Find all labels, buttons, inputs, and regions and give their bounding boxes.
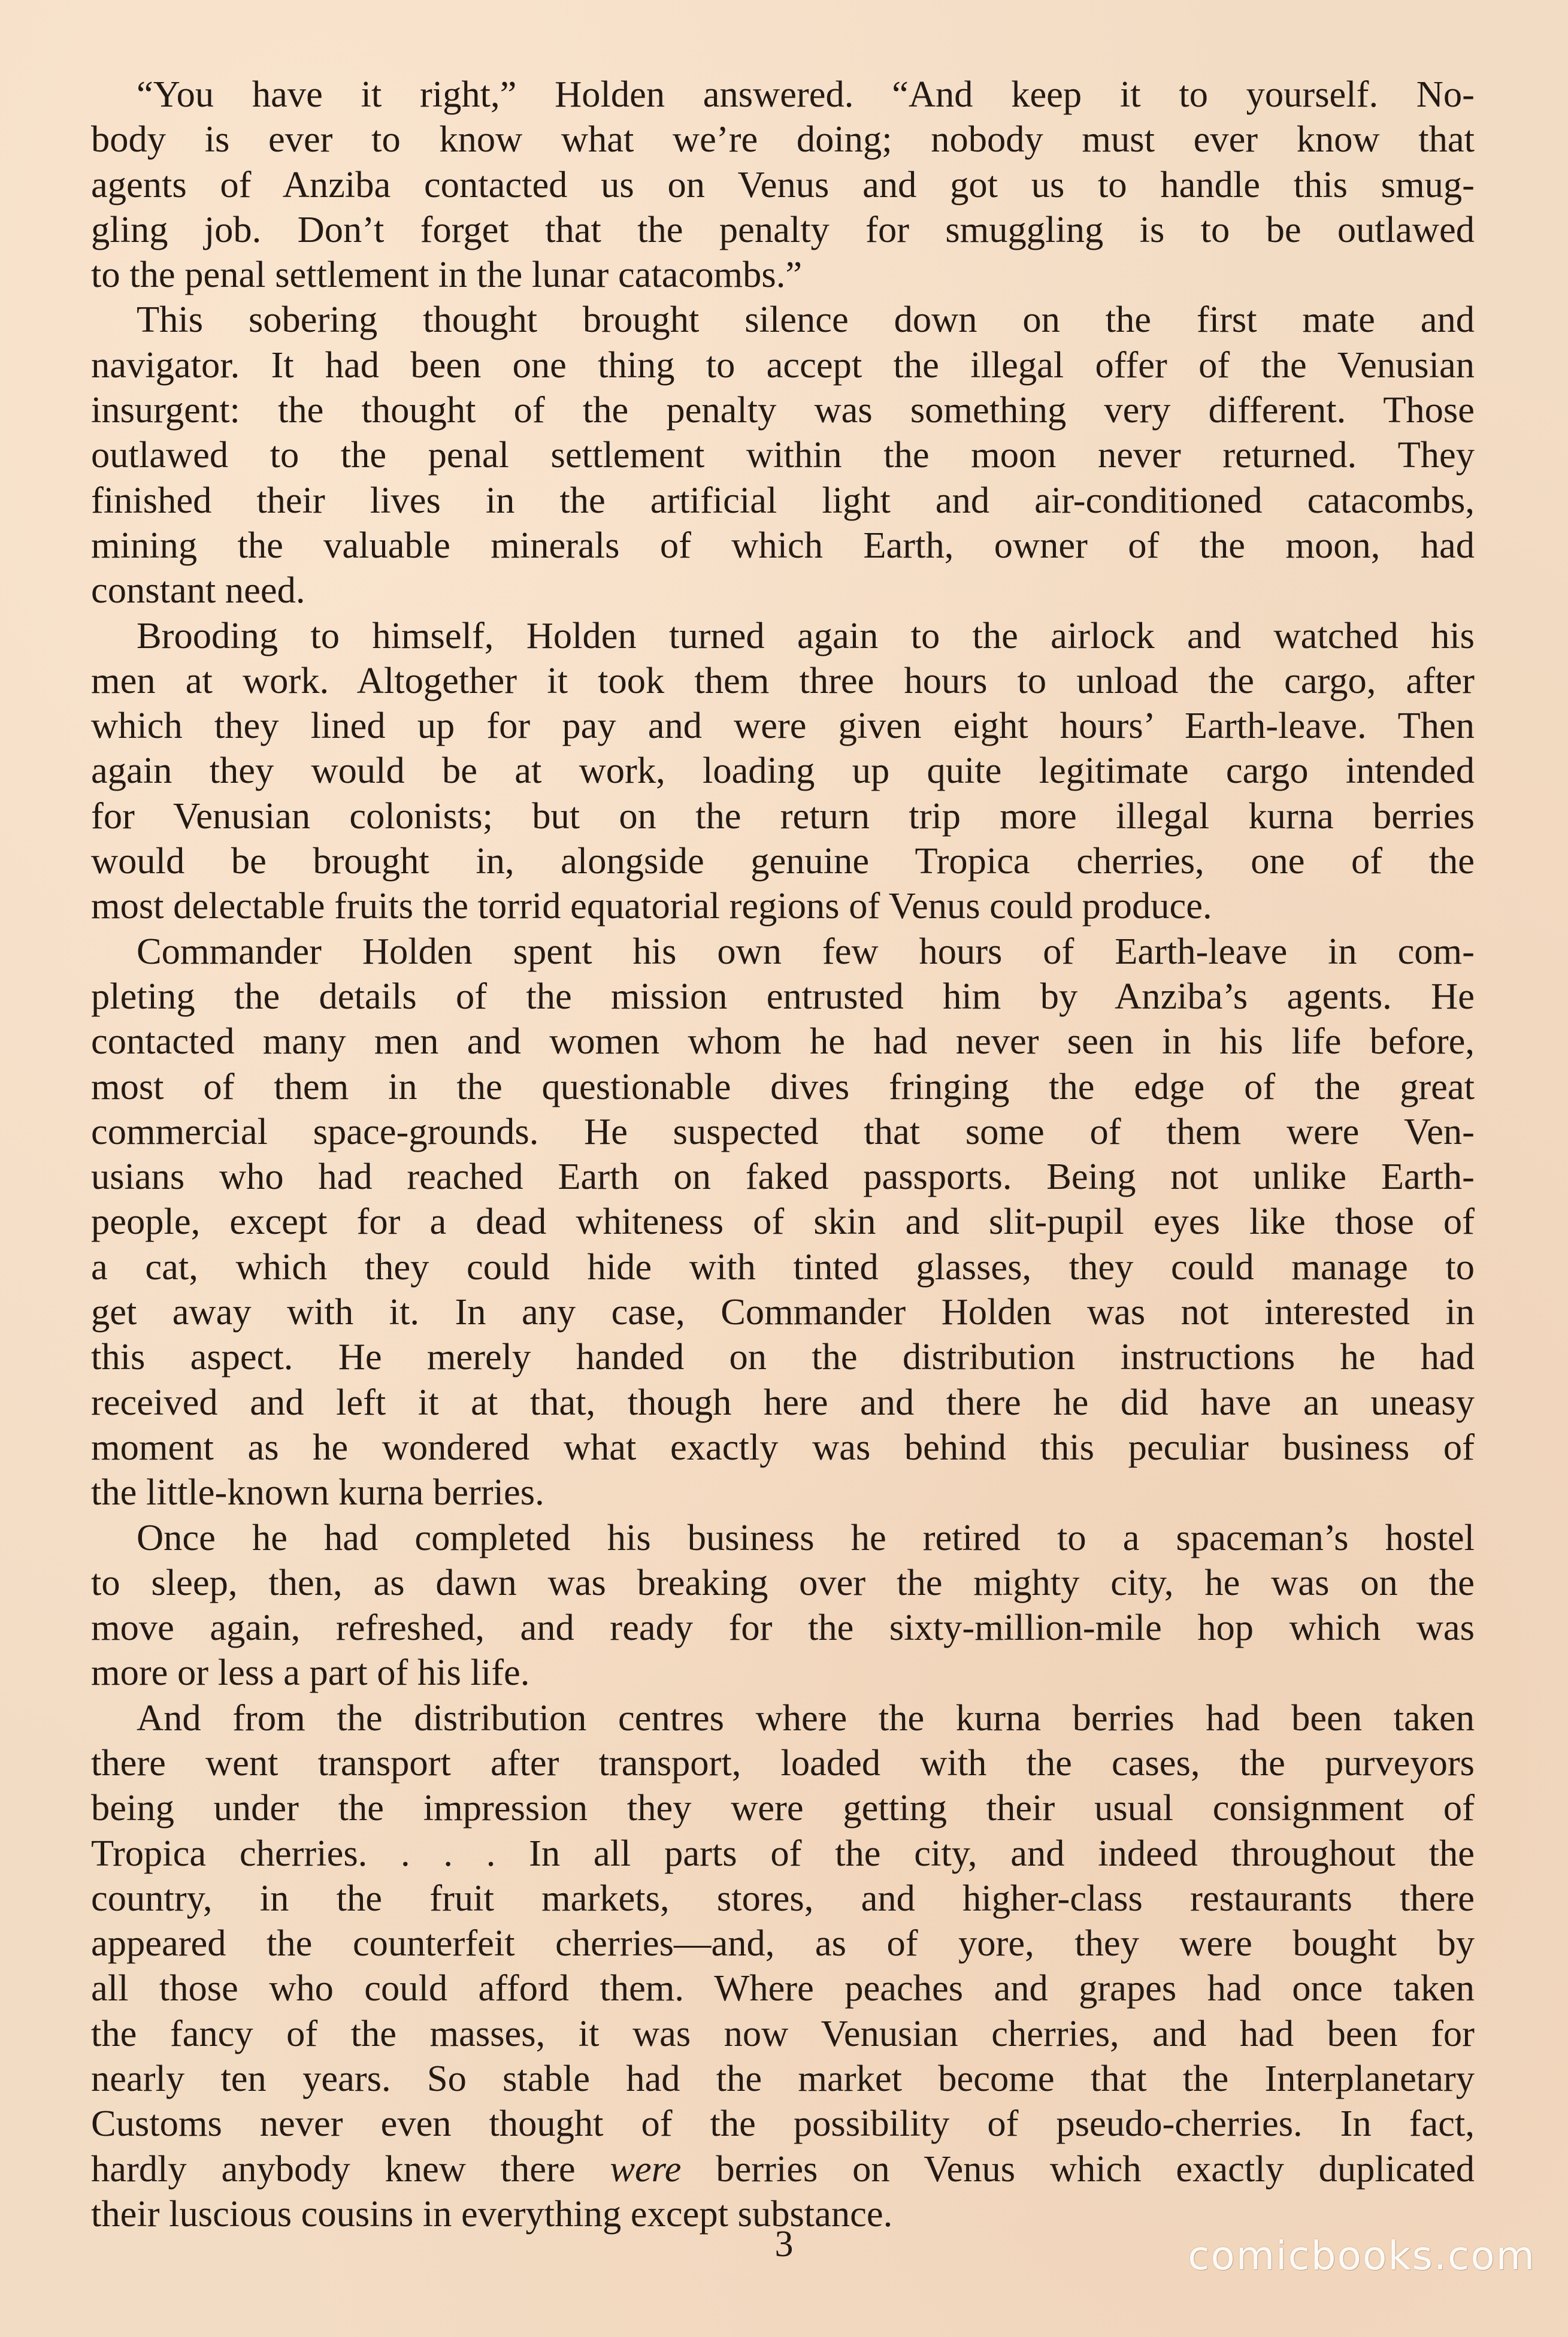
text-line: move again, refreshed, and ready for the sixty-million-mile hop which was <box>91 1606 1475 1649</box>
text-line: usians who had reached Earth on faked passports. Being not unlike Earth- <box>91 1155 1475 1198</box>
text-line: would be brought in, alongside genuine Tropica cherries, one of the <box>91 840 1475 882</box>
text-line: gling job. Don’t forget that the penalty for smuggling is to be outlawed <box>91 208 1475 250</box>
text-line: men at work. Altogether it took them three hours to unload the cargo, after <box>91 659 1475 701</box>
text-fragment: hardly anybody knew there <box>91 2147 610 2190</box>
text-line: the fancy of the masses, it was now Venusian cherries, and had been for <box>91 2012 1475 2054</box>
text-line: commercial space-grounds. He suspected that some of them were Ven- <box>91 1110 1475 1152</box>
text-line: pleting the details of the mission entrusted him by Anziba’s agents. He <box>91 974 1475 1017</box>
text-line: country, in the fruit markets, stores, and higher-class restaurants there <box>91 1876 1475 1919</box>
watermark-logo: comicbooks.com <box>1188 2233 1536 2279</box>
paragraph-4 <box>91 929 1475 1515</box>
text-line: Brooding to himself, Holden turned again to the airlock and watched his <box>137 614 1475 656</box>
paragraph-2 <box>91 297 1475 613</box>
text-line: Tropica cherries. . . . In all parts of the city, and indeed throughout the <box>91 1832 1475 1874</box>
text-line: people, except for a dead whiteness of skin and slit-pupil eyes like those of <box>91 1200 1475 1243</box>
text-line: constant need. <box>91 569 305 612</box>
text-line-with-italic <box>91 2147 1475 2191</box>
text-line: there went transport after transport, loaded with the cases, the purveyors <box>91 1741 1475 1784</box>
text-line: more or less a part of his life. <box>91 1651 530 1694</box>
text-line: body is ever to know what we’re doing; nobody must ever know that <box>91 118 1475 161</box>
text-line: most delectable fruits the torrid equatorial regions of Venus could produce. <box>91 885 1212 927</box>
text-line: Once he had completed his business he retired to a spaceman’s hostel <box>137 1516 1475 1558</box>
text-line: This sobering thought brought silence down on the first mate and <box>137 298 1475 341</box>
text-line: for Venusian colonists; but on the return trip more illegal kurna berries <box>91 794 1475 837</box>
text-line: contacted many men and women whom he had never seen in his life before, <box>91 1020 1475 1062</box>
text-line: And from the distribution centres where the kurna berries had been taken <box>137 1696 1475 1739</box>
text-fragment: berries on Venus which exactly duplicated <box>681 2147 1475 2190</box>
text-line: being under the impression they were getting their usual consignment of <box>91 1787 1475 1829</box>
text-line: “You have it right,” Holden answered. “And keep it to yourself. No- <box>137 73 1475 115</box>
text-line: their luscious cousins in everything except substance. <box>91 2192 893 2235</box>
text-line: this aspect. He merely handed on the distribution instructions he had <box>91 1336 1475 1378</box>
text-line: most of them in the questionable dives fringing the edge of the great <box>91 1065 1475 1107</box>
text-line: Customs never even thought of the possibility of pseudo-cherries. In fact, <box>91 2102 1475 2145</box>
text-line: all those who could afford them. Where peaches and grapes had once taken <box>91 1967 1475 2009</box>
text-line: received and left it at that, though here and there he did have an uneasy <box>91 1381 1475 1423</box>
paragraph-6 <box>91 1696 1475 2237</box>
text-line: Commander Holden spent his own few hours of Earth-leave in com- <box>137 930 1475 972</box>
text-line: mining the valuable minerals of which Earth, owner of the moon, had <box>91 523 1475 566</box>
page-number: 3 <box>774 2224 794 2265</box>
paragraph-3 <box>91 613 1475 929</box>
paragraph-5 <box>91 1515 1475 1696</box>
text-line: to sleep, then, as dawn was breaking over the mighty city, he was on the <box>91 1561 1475 1603</box>
paragraph-1 <box>91 72 1475 297</box>
text-line: insurgent: the thought of the penalty was something very different. Those <box>91 389 1475 431</box>
text-line: finished their lives in the artificial light and air-conditioned catacombs, <box>91 479 1475 521</box>
text-line: a cat, which they could hide with tinted glasses, they could manage to <box>91 1245 1475 1288</box>
text-line: agents of Anziba contacted us on Venus and got us to handle this smug- <box>91 163 1475 205</box>
text-line: appeared the counterfeit cherries—and, as of yore, they were bought by <box>91 1922 1475 1964</box>
text-line: which they lined up for pay and were given eight hours’ Earth-leave. Then <box>91 704 1475 747</box>
text-line: the little-known kurna berries. <box>91 1471 544 1513</box>
text-line: nearly ten years. So stable had the market become that the Interplanetary <box>91 2057 1475 2100</box>
italic-word: were <box>610 2147 682 2190</box>
text-line: outlawed to the penal settlement within the moon never returned. They <box>91 434 1475 476</box>
page-text <box>91 72 1475 2235</box>
text-line: navigator. It had been one thing to accept the illegal offer of the Venusian <box>91 343 1475 386</box>
text-line: to the penal settlement in the lunar catacombs.” <box>91 253 803 296</box>
text-line: get away with it. In any case, Commander Holden was not interested in <box>91 1291 1475 1333</box>
text-line: moment as he wondered what exactly was behind this peculiar business of <box>91 1425 1475 1468</box>
text-line: again they would be at work, loading up quite legitimate cargo intended <box>91 749 1475 792</box>
